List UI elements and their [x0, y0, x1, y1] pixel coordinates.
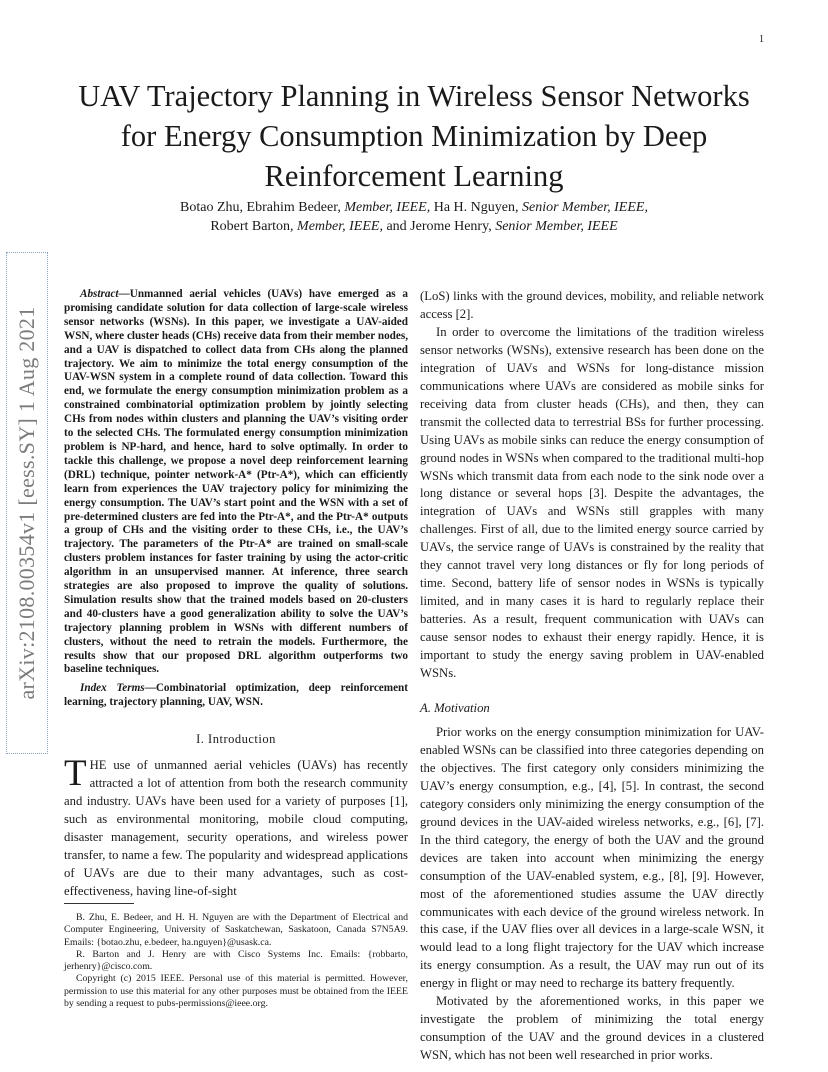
paragraph-motivated: Motivated by the aforementioned works, in this paper we investigate the problem of minimizing the total energy consumption of the UAV and the ground devices in a clustered WSN, which has not been well researched in prior works. — [420, 994, 764, 1063]
intro-first-word: HE — [89, 758, 107, 773]
author-name: Ha H. Nguyen, — [433, 200, 519, 215]
author-role: Member, IEEE, — [297, 219, 383, 234]
abstract-label: Abstract — [80, 288, 119, 300]
abstract-text: —Unmanned aerial vehicles (UAVs) have emerged as a promising candidate solution for data collection of large-scale wireless sensor networks (WSNs). In this paper, we investigate a UAV-aided WSN, where cluster heads (CHs) receive data from their member nodes, and a UAV is dispatched to collect data from CHs along the planned trajectory. We aim to minimize the total energy consumption of the UAV-WSN system in a complete round of data collection. Toward this end, we formulate the energy consumption minimization problem as a constrained combinatorial optimization problem by jointly selecting CHs from nodes within clusters and planning the UAV’s visiting order to the selected CHs. The formulated energy consumption minimization problem is NP-hard, and hence, hard to solve optimally. In order to tackle this challenge, we propose a novel deep reinforcement learning (DRL) technique, pointer network-A* (Ptr-A*), which can efficiently learn from experiences the UAV trajectory policy for minimizing the energy consumption. The UAV’s start point and the WSN with a set of pre-determined clusters are fed into the Ptr-A*, and the Ptr-A* outputs a group of CHs and the visiting order to these CHs, i.e., the UAV’s trajectory. The parameters of the Ptr-A* are trained on small-scale clusters problem instances for faster training by using the actor-critic algorithm in an unsupervised manner. At inference, three search strategies are also proposed to improve the quality of solutions. Simulation results show that the trained models based on 20-clusters and 40-clusters have a good generalization ability to solve the UAV’s trajectory planning problem in WSNs with different numbers of clusters, without the need to retrain the models. Furthermore, the results show that our proposed DRL algorithm outperforms two baseline techniques. — [64, 288, 408, 676]
paragraph-los: (LoS) links with the ground devices, mobility, and reliable network access [2]. — [420, 289, 764, 321]
author-names-1: Botao Zhu, Ebrahim Bedeer, — [180, 200, 341, 215]
footnote-affiliation-1: B. Zhu, E. Bedeer, and H. H. Nguyen are with the Department of Electrical and Computer Engineering, University of Saskatchewan, Saskatoon, Canada S7N5A9. Emails: {botao.zhu, e.bedeer, ha.nguyen}@usask.ca. — [64, 912, 408, 948]
author-line-2 — [60, 217, 768, 236]
paragraph-prior-works: Prior works on the energy consumption minimization for UAV-enabled WSNs can be classified into three categories depending on the objectives. The first category only considers minimizing the UAV’s energy consumption, e.g., [4], [5]. In contrast, the second category considers only minimizing the energy consumption of the ground devices in the UAV-aided wireless networks, e.g., [6], [7]. In the third category, the energy of both the UAV and the ground devices are taken into account when minimizing the energy consumption of the UAV-enabled system, e.g., [8], [9]. However, most of the aforementioned studies assume the UAV directly communicates with each device of the ground wireless network. In this case, if the UAV flies over all devices in a large-scale WSN, it would lead to a long flight trajectory for the UAV which increase its energy consumption. As a result, the UAV may run out of its energy in flight or may need to recharge its battery frequently. — [420, 724, 764, 991]
arxiv-sidebar — [6, 252, 48, 754]
author-role: Senior Member, IEEE, — [522, 200, 648, 215]
footnotes — [64, 912, 408, 1010]
intro-text: use of unmanned aerial vehicles (UAVs) has recently attracted a lot of attention from both the research community and industry. UAVs have been used for a variety of purposes [1], such as environmental monitoring, mobile cloud computing, disaster management, security operations, and wireless power transfer, to name a few. The popularity and widespread applications of UAVs are due to their many advantages, such as cost-effectiveness, having line-of-sight — [64, 758, 408, 898]
page-number: 1 — [759, 34, 764, 45]
paper-title: UAV Trajectory Planning in Wireless Sensor Networks for Energy Consumption Minimization by Deep Reinforcement Learning — [78, 79, 750, 193]
subsection-motivation: A. Motivation — [420, 700, 490, 715]
footnote-copyright: Copyright (c) 2015 IEEE. Personal use of this material is permitted. However, permission to use this material for any other purposes must be obtained from the IEEE by sending a request to pubs-permissions@ieee.org. — [64, 973, 408, 1010]
paragraph-uav-wsn: In order to overcome the limitations of the tradition wireless sensor networks (WSNs), extensive research has been done on the integration of UAVs and WSNs for long-distance mission communications where UAVs are considered as mobile sinks for receiving data from cluster heads (CHs), and then, they can transmit the collected data to terrestrial BSs for further processing. Using UAVs as mobile sinks can reduce the energy consumption of ground nodes in WSNs when compared to the traditional multi-hop WSNs which transmit data from each node to the sink node over a long distance or several hops [3]. Despite the advantages, the integration of UAVs and WSNs still grapples with many challenges. First of all, due to the limited energy source carried by UAVs, the service range of UAVs is constrained by the reality that they cannot travel very long distances or fly for long periods of time. Second, battery life of sensor nodes in WSNs is typically limited, and in many cases it is hard to regularly replace their batteries. As a result, frequent communication with UAVs can cause sensor nodes to exhaust their energy rapidly. Hence, it is important to study the energy saving problem in UAV-enabled WSNs. — [420, 324, 764, 681]
arxiv-identifier: arXiv:2108.00354v1 [eess.SY] 1 Aug 2021 — [14, 306, 39, 700]
footnote-affiliation-2: R. Barton and J. Henry are with Cisco Systems Inc. Emails: {robbarto, jerhenry}@cisco.com. — [64, 948, 408, 973]
author-name: Robert Barton, — [210, 219, 294, 234]
intro-paragraph — [64, 753, 408, 901]
right-column — [420, 288, 764, 1065]
footnote-rule — [64, 903, 134, 904]
abstract — [64, 288, 408, 677]
author-list — [60, 198, 768, 236]
author-line-1 — [60, 198, 768, 217]
left-column — [64, 288, 408, 901]
author-role: Senior Member, IEEE — [495, 219, 618, 234]
section-heading-introduction: I. Introduction — [196, 732, 276, 747]
author-name: and Jerome Henry, — [386, 219, 492, 234]
index-terms — [64, 682, 408, 710]
index-terms-text: —Combinatorial optimization, deep reinforcement learning, trajectory planning, UAV, WSN. — [64, 682, 408, 709]
author-role: Member, IEEE, — [344, 200, 431, 215]
drop-cap: T — [64, 753, 87, 795]
index-terms-label: Index Terms — [80, 682, 145, 695]
